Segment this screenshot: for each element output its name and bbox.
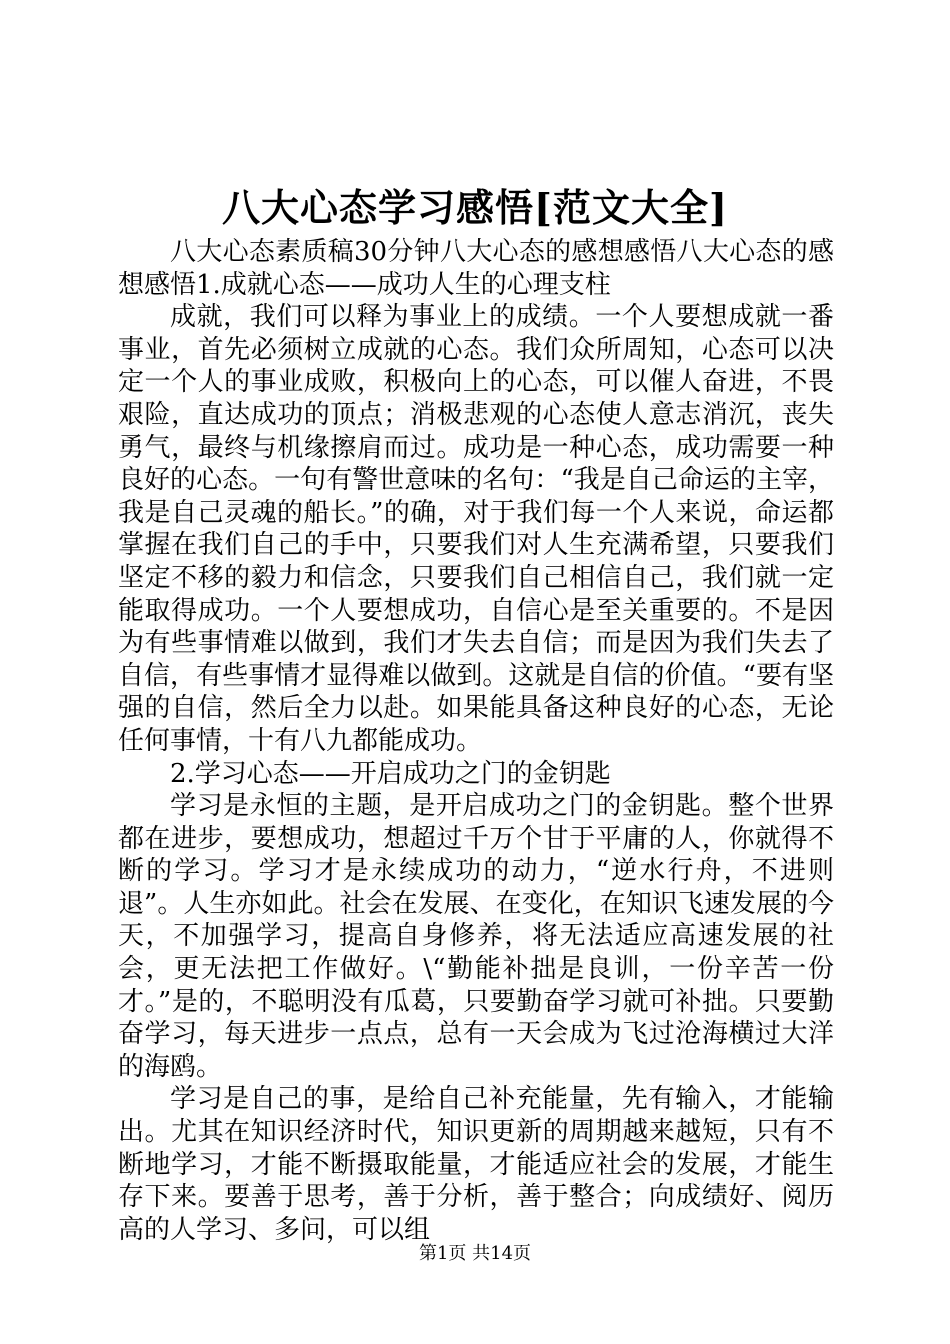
document-title: 八大心态学习感悟[范文大全] bbox=[222, 185, 728, 230]
document-body bbox=[118, 236, 834, 1246]
paragraph-learning-2: 学习是自己的事，是给自己补充能量，先有输入，才能输出。尤其在知识经济时代，知识更新的周期越来越短，只有不断地学习，才能不断摄取能量，才能适应社会的发展，才能生存下来。要善于思考，善于分析，善于整合；向成绩好、阅历高的人学习、多问，可以组 bbox=[118, 1084, 834, 1245]
page-number-footer: 第1页 共14页 bbox=[418, 1243, 532, 1264]
paragraph-achievement: 成就，我们可以释为事业上的成绩。一个人要想成就一番事业，首先必须树立成就的心态。我们众所周知，心态可以决定一个人的事业成败，积极向上的心态，可以催人奋进，不畏艰险，直达成功的顶点；消极悲观的心态使人意志消沉，丧失勇气，最终与机缘擦肩而过。成功是一种心态，成功需要一种良好的心态。一句有警世意味的名句：“我是自己命运的主宰，我是自己灵魂的船长。”的确，对于我们每一个人来说，命运都掌握在我们自己的手中，只要我们对人生充满希望，只要我们坚定不移的毅力和信念，只要我们自己相信自己，我们就一定能取得成功。一个人要想成功，自信心是至关重要的。不是因为有些事情难以做到，我们才失去自信；而是因为我们失去了自信，有些事情才显得难以做到。这就是自信的价值。“要有坚强的自信，然后全力以赴。如果能具备这种良好的心态，无论任何事情，十有八九都能成功。 bbox=[118, 302, 834, 756]
paragraph-learning-heading: 2.学习心态——开启成功之门的金钥匙 bbox=[170, 758, 611, 789]
paragraph-learning-1: 学习是永恒的主题，是开启成功之门的金钥匙。整个世界都在进步，要想成功，想超过千万个甘于平庸的人，你就得不断的学习。学习才是永续成功的动力，“逆水行舟，不进则退”。人生亦如此。社会在发展、在变化，在知识飞速发展的今天，不加强学习，提高自身修养，将无法适应高速发展的社会，更无法把工作做好。\“勤能补拙是良训，一份辛苦一份才。”是的，不聪明没有瓜葛，只要勤奋学习就可补拙。只要勤奋学习，每天进步一点点，总有一天会成为飞过沧海横过大洋的海鸥。 bbox=[118, 791, 834, 1082]
paragraph-intro: 八大心态素质稿30分钟八大心态的感想感悟八大心态的感想感悟1.成就心态——成功人生的心理支柱 bbox=[118, 237, 834, 300]
